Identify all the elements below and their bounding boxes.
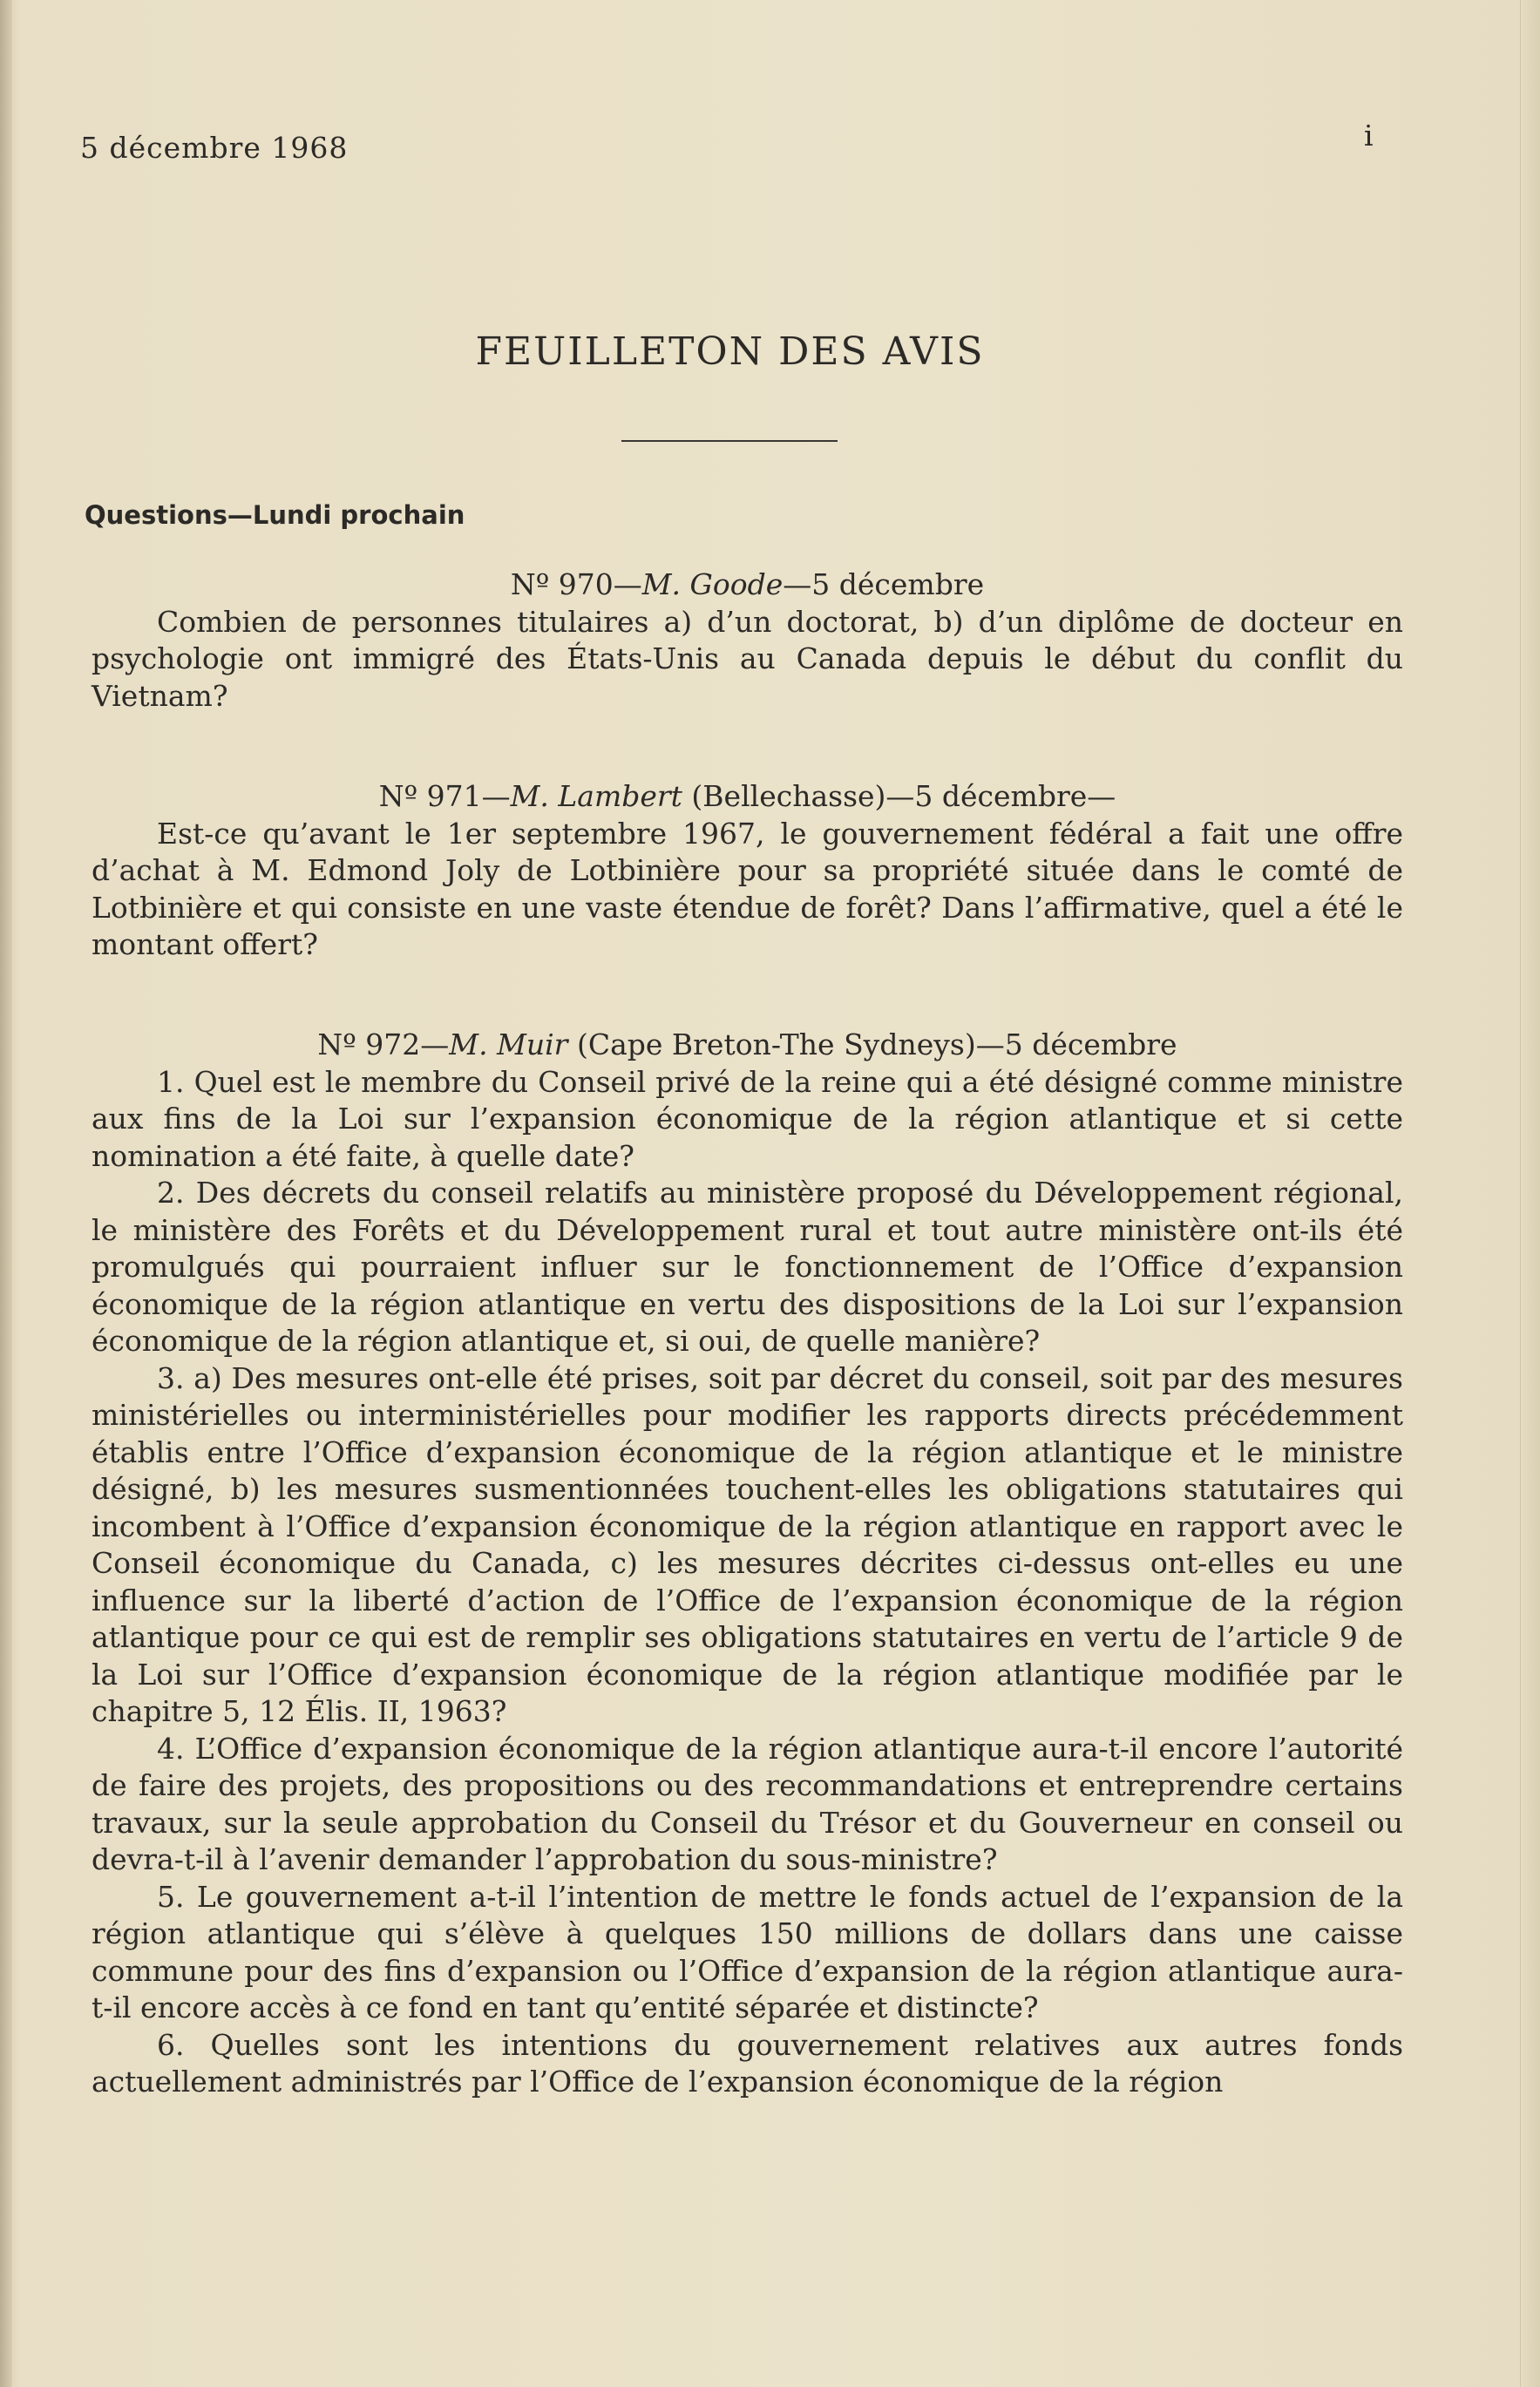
page-title: FEUILLETON DES AVIS — [475, 329, 985, 374]
question-riding: (Bellechasse) — [682, 779, 886, 813]
question-number: Nº 970— — [510, 567, 642, 601]
section-heading: Questions—Lundi prochain — [85, 500, 465, 530]
question-paragraph: 1. Quel est le membre du Conseil privé de la reine qui a été désigné comme ministre aux fins de la Loi sur l’expansion économique de la région atlantique et si cette nomination a été faite, à quelle date? — [92, 1064, 1403, 1173]
question-paragraph: 3. a) Des mesures ont-elle été prises, soit par décret du conseil, soit par des mesures ministérielles ou interministérielles pour modifier les rapports directs précédemment établis entre l’Office d’expansion économique de la région atlantique et le ministre désigné, b) les mesures susmentionnées touchent-elles les obligations statutaires qui incombent à l’Office d’expansion économique de la région atlantique en rapport avec le Conseil économique du Canada, c) les mesures décrites ci-dessus ont-elles eu une influence sur la liberté d’action de l’Office de l’expansion économique de la région atlantique pour ce qui est de remplir ses obligations statutaires en vertu de l’article 9 de la Loi sur l’Office d’expansion économique de la région atlantique modifiée par le chapitre 5, 12 Élis. II, 1963? — [92, 1360, 1403, 1728]
header-date: 5 décembre 1968 — [80, 131, 349, 165]
question-970 — [92, 566, 1403, 715]
question-paragraph: 4. L’Office d’expansion économique de la région atlantique aura-t-il encore l’autorité de faire des projets, des propositions ou des recommandations et entreprendre certains travaux, sur la seule approbation du Conseil du Trésor et du Gouverneur en conseil ou devra-t-il à l’avenir demander l’approbation du sous-ministre? — [92, 1731, 1403, 1876]
question-member: M. Goode — [641, 567, 784, 601]
question-971 — [92, 778, 1403, 964]
question-heading — [92, 778, 1403, 816]
question-paragraph: 2. Des décrets du conseil relatifs au ministère proposé du Développement régional, le ministère des Forêts et du Développement rural et tout autre ministère ont-ils été promulgués qui pourraient influer sur le fonctionnement de l’Office d’expansion économique de la région atlantique en vertu des dispositions de la Loi sur l’expansion économique de la région atlantique et, si oui, de quelle manière? — [92, 1176, 1403, 1358]
question-date: —5 décembre— — [885, 779, 1116, 813]
question-date: —5 décembre — [975, 1027, 1177, 1061]
question-heading — [92, 1027, 1403, 1064]
question-paragraph: 5. Le gouvernement a-t-il l’intention de mettre le fonds actuel de l’expansion de la région atlantique qui s’élève à quelques 150 millions de dollars dans une caisse commune pour des fins d’expansion ou l’Office d’expansion de la région atlantique aura-t-il encore accès à ce fond en tant qu’entité séparée et distincte? — [92, 1879, 1403, 2024]
question-paragraph: 6. Quelles sont les intentions du gouvernement relatives aux autres fonds actuellement administrés par l’Office de l’expansion économique de la région — [92, 2027, 1403, 2099]
question-paragraph: Est-ce qu’avant le 1er septembre 1967, le gouvernement fédéral a fait une offre d’achat à M. Edmond Joly de Lotbinière pour sa propriété située dans le comté de Lotbinière et qui consiste en une vaste étendue de forêt? Dans l’affirmative, quel a été le montant offert? — [92, 816, 1403, 961]
page-edge — [1520, 0, 1540, 2387]
question-member: M. Lambert — [510, 779, 682, 813]
question-heading — [92, 566, 1403, 604]
title-divider — [621, 440, 838, 442]
question-paragraph: Combien de personnes titulaires a) d’un doctorat, b) d’un diplôme de docteur en psychologie ont immigré des États-Unis au Canada depuis le début du conflit du Vietnam? — [92, 604, 1403, 713]
question-number: Nº 971— — [378, 779, 511, 813]
question-date: —5 décembre — [783, 567, 985, 601]
question-member: M. Muir — [449, 1027, 568, 1061]
question-number: Nº 972— — [317, 1027, 450, 1061]
question-riding: (Cape Breton-The Sydneys) — [567, 1027, 976, 1061]
page-number: i — [1364, 119, 1374, 153]
question-972 — [92, 1027, 1403, 2101]
